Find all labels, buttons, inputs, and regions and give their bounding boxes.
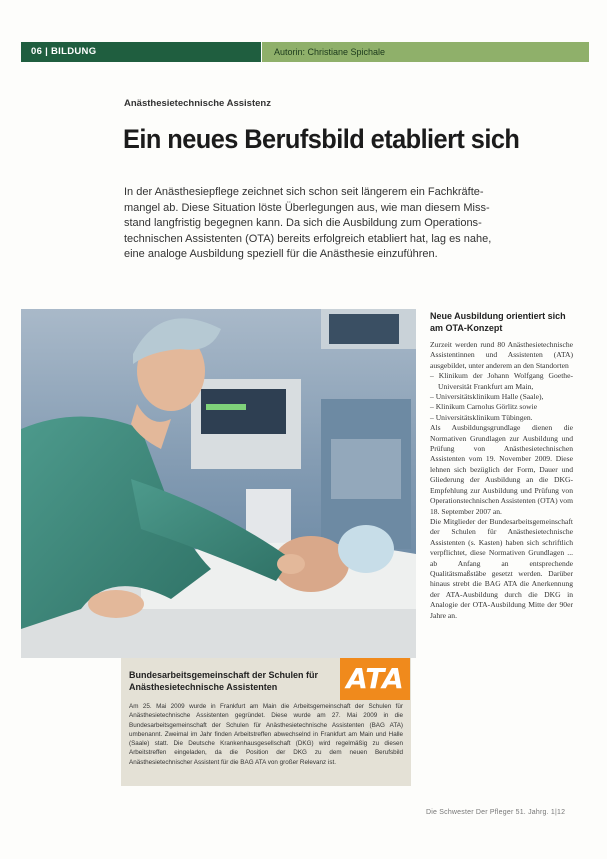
sidebar-intro: Zurzeit werden rund 80 Anästhesietechnische Assistentinnen und Assistenten (ATA) ausgebildet, unter anderem an den Standorten <box>430 340 573 370</box>
location-list <box>430 371 573 423</box>
lead-paragraph: In der Anästhesiepflege zeichnet sich schon seit längerem ein Fachkräftemangel ab. Diese Situation löste Überlegungen aus, wie man diesem Missstand langfristig begegnen kann. Da sich die Ausbildung zum Operationstechnischen Assistenten (OTA) bereits erfolgreich etabliert hat, lag es nahe, eine analoge Ausbildung speziell für die Anästhesie einzuführen. <box>124 186 492 261</box>
info-box-title: Bundesarbeitsgemeinschaft der Schulen für Anästhesietechnische Assistenten <box>129 670 319 692</box>
article-photo <box>21 309 416 658</box>
sidebar-paragraph-3: Die Mitglieder der Bundesarbeitsgemeinschaft der Schulen für Anästhesietechnische Assistenten (s. Kasten) haben sich schriftlich verpflichtet, diese Normativen Grundlagen ... ab Anfang an entsprechende Qualitätsmaßstäbe gesetzt werden. Darüber hinaus strebt die BAG ATA die Anerkennung der ATA-Ausbildung durch die DKG in Analogie der OTA-Ausbildung Mitte der 90er Jahre an. <box>430 516 573 620</box>
ata-logo: ATA <box>340 658 410 700</box>
article-kicker: Anästhesietechnische Assistenz <box>124 98 271 109</box>
sidebar-heading: Neue Ausbildung orientiert sich am OTA-Konzept <box>430 311 566 333</box>
section-label: 06 | BILDUNG <box>31 46 97 57</box>
photo-illustration <box>21 309 416 658</box>
article-title: Ein neues Berufsbild etabliert sich <box>123 124 520 154</box>
location-item: – Klinikum Carnolus Görlitz sowie <box>430 402 538 412</box>
info-box <box>121 658 411 786</box>
page-footer: Die Schwester Der Pfleger 51. Jahrg. 1|12 <box>426 809 566 816</box>
location-item: – Klinikum der Johann Wolfgang Goethe-Universität Frankfurt am Main, <box>430 371 573 391</box>
sidebar-text <box>430 340 573 621</box>
author-header <box>262 42 589 62</box>
location-item: – Universitätsklinikum Tübingen. <box>430 412 533 422</box>
info-box-text: Am 25. Mai 2009 wurde in Frankfurt am Main die Arbeitsgemeinschaft der Schulen für Anästhesietechnische Assistenten gegründet. Diese wurde am 27. Mai 2009 in die Bundesarbeitsgemeinschaft der Schulen für Anästhesietechnische Assistenten (BAG ATA) umbenannt. Zweimal im Jahr finden Arbeitstreffen abwechselnd in Frankfurt am Main und Halle (Saale) statt. Die Deutsche Krankenhausgesellschaft (DKG) wird regelmäßig zu diesen Arbeitstreffen eingeladen, da die Position der DKG zu dem neuen Berufsbild Anästhesietechnischer Assistent für die BAG ATA von großer Relevanz ist. <box>129 703 403 766</box>
article-lead <box>124 185 496 263</box>
section-header <box>21 42 261 62</box>
sidebar-paragraph-2: Als Ausbildungsgrundlage dienen die Normativen Grundlagen zur Ausbildung und Prüfung von Anästhesietechnischen Assistenten vom 19. November 2009. Diese lehnen sich bezüglich der Form, Dauer und Gliederung der Ausbildung an die DKG-Empfehlung zur Ausbildung und Prüfung von Operationstechnischen Assistenten (OTA) vom 18. September 2007 an. <box>430 423 574 516</box>
author-label: Autorin: Christiane Spichale <box>274 47 386 57</box>
location-item: – Universitätsklinikum Halle (Saale), <box>430 392 544 402</box>
